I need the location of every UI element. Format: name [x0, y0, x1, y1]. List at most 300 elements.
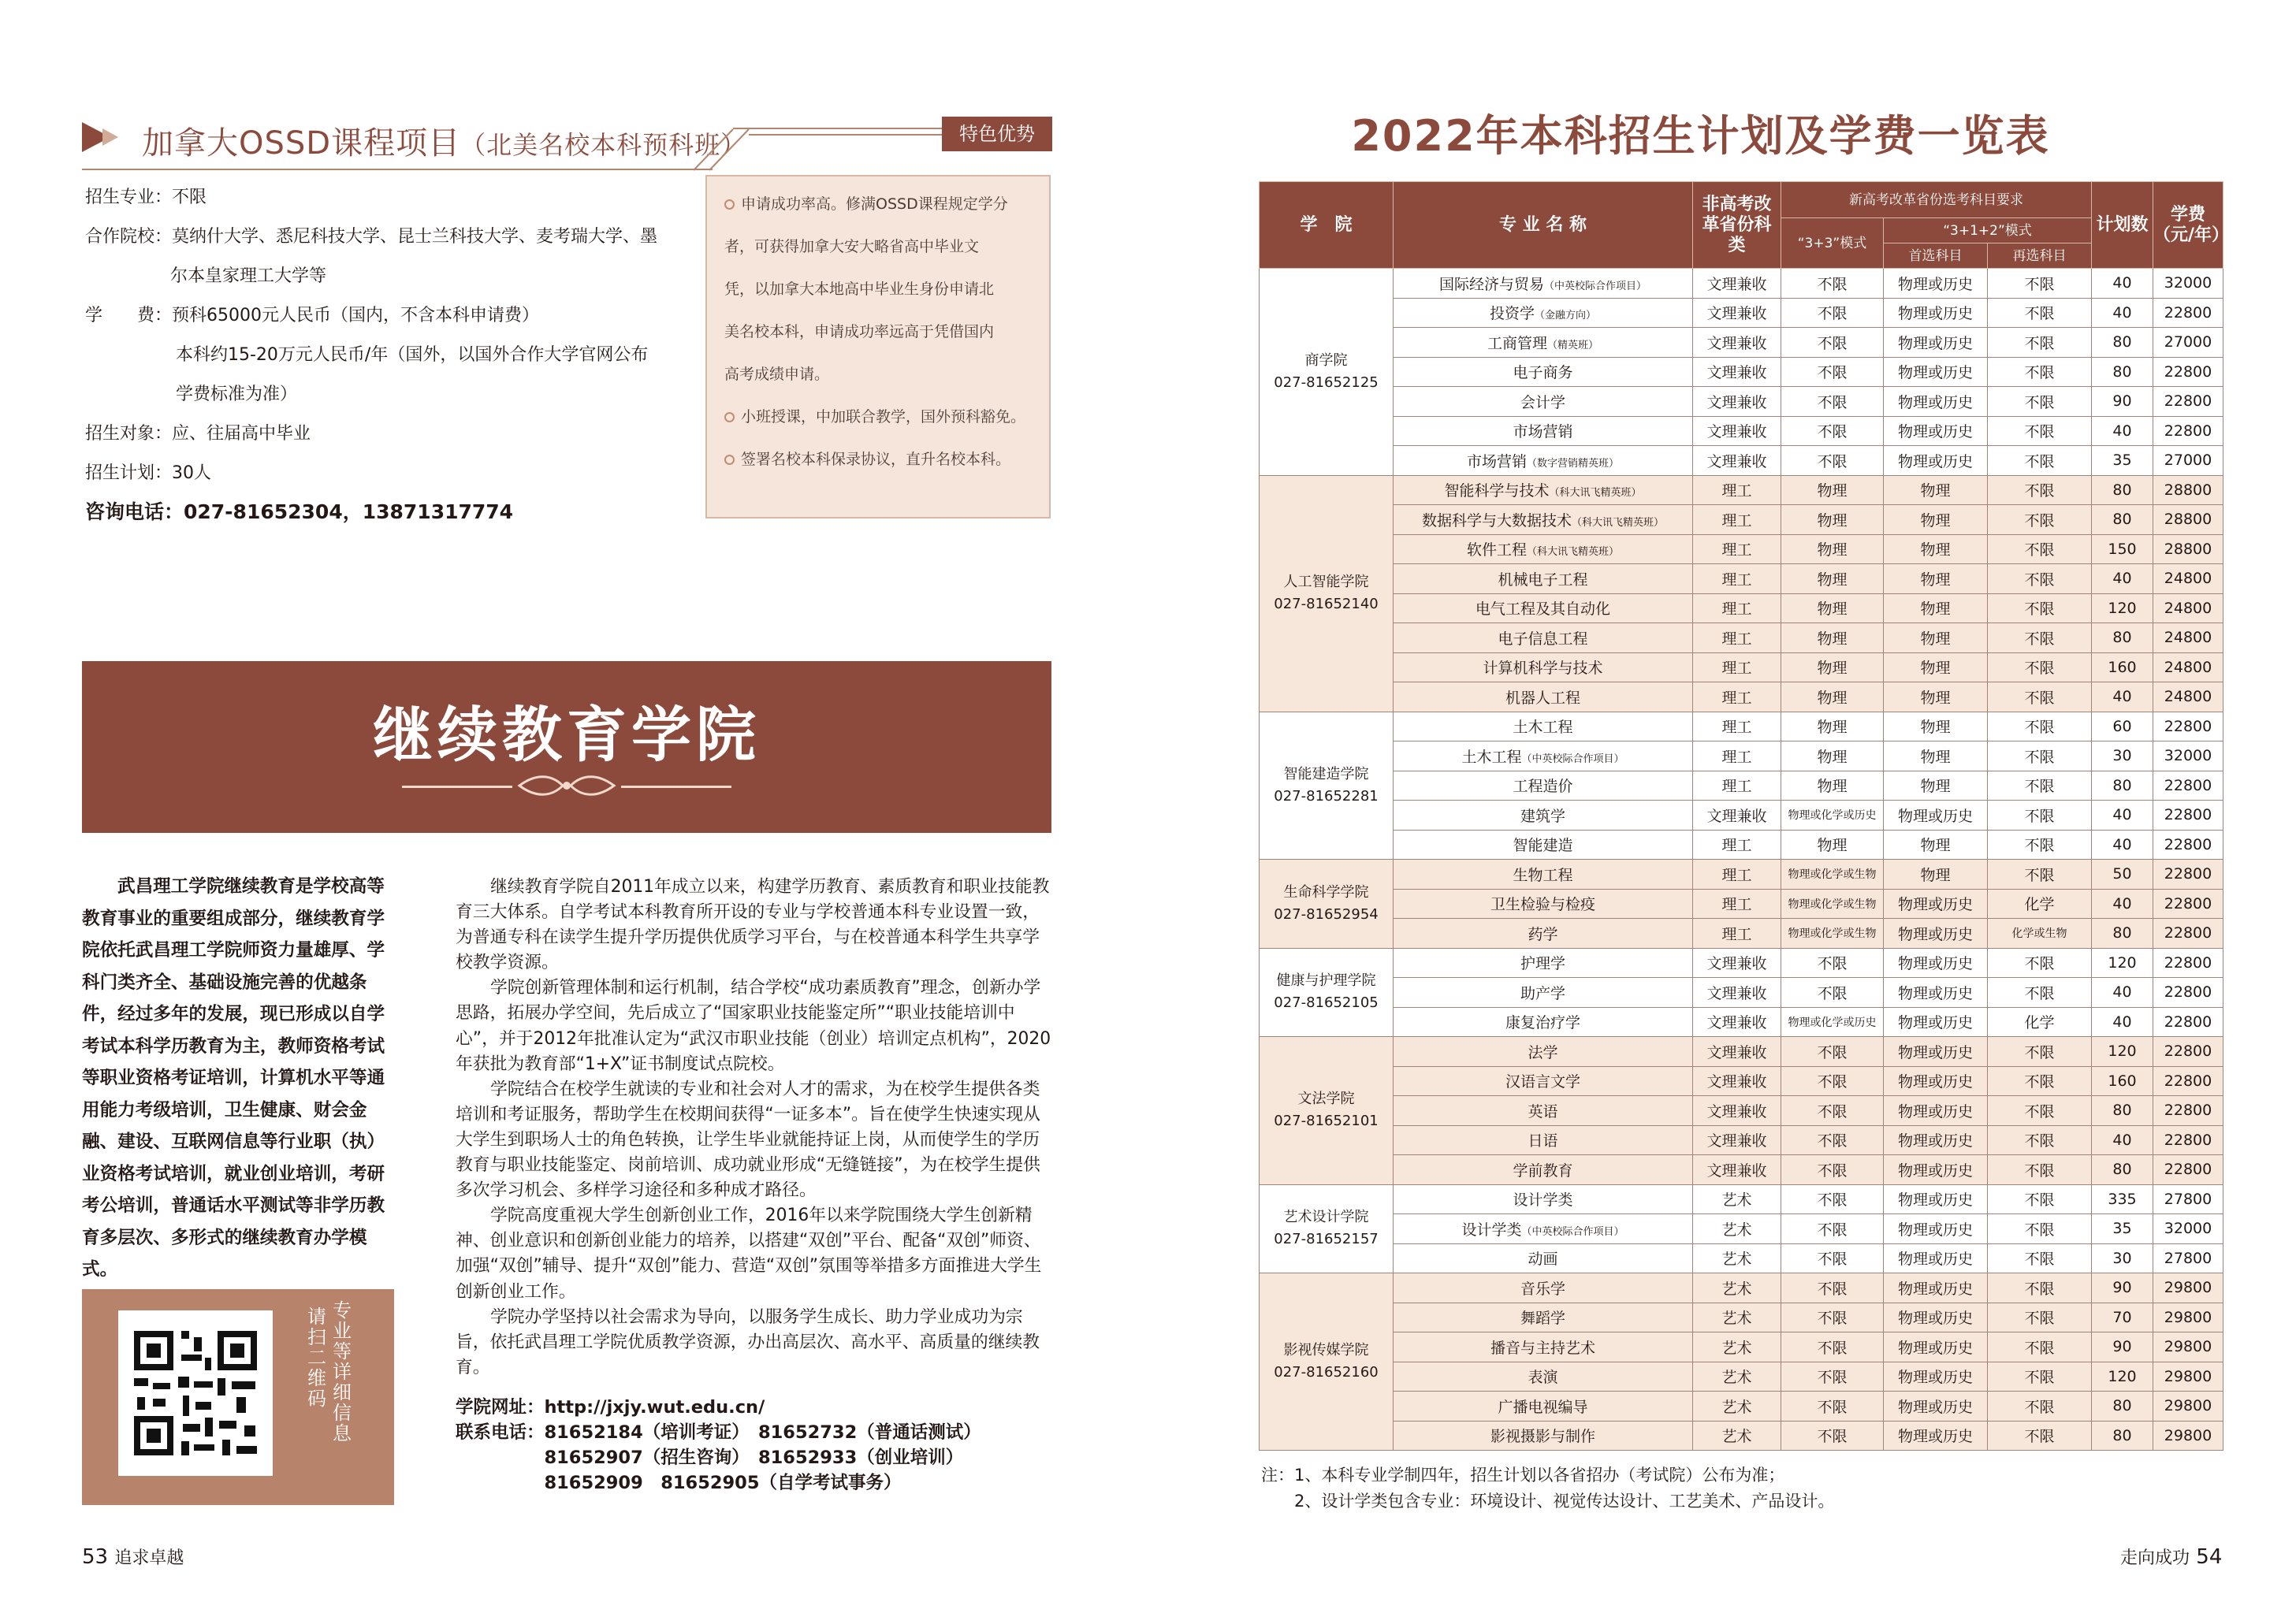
college-phone: 027-81652954 [1274, 905, 1379, 923]
info-row [85, 217, 657, 257]
major-cell [1394, 1007, 1693, 1037]
major-name: 机械电子工程 [1498, 570, 1588, 589]
major-note: （科大讯飞精英班） [1572, 516, 1665, 529]
major-cell [1394, 1184, 1693, 1214]
major-cell [1394, 1303, 1693, 1332]
qr-caption-scan: 请扫二维码 [307, 1306, 326, 1410]
section-arrow-inner-icon [102, 128, 118, 146]
mode33-cell: 不限 [1781, 948, 1884, 978]
info-label: 招生对象： [85, 424, 173, 444]
first-choice-cell: 物理 [1884, 712, 1988, 741]
first-choice-cell: 物理或历史 [1884, 889, 1988, 919]
college-name: 健康与护理学院 [1276, 972, 1376, 990]
first-choice-cell: 物理 [1884, 652, 1988, 682]
plan-cell: 40 [2092, 298, 2153, 328]
bullet-icon [724, 455, 735, 465]
second-choice-cell: 不限 [1988, 1362, 2092, 1392]
plan-cell: 120 [2092, 593, 2153, 623]
table-row [1260, 1184, 2223, 1214]
mode33-cell: 物理 [1781, 623, 1884, 653]
table-row [1260, 1125, 2223, 1155]
college-name: 文法学院 [1297, 1091, 1355, 1108]
tuition-cell: 22800 [2153, 387, 2223, 417]
plan-cell: 70 [2092, 1303, 2153, 1332]
info-label: 招生专业： [85, 188, 173, 207]
tuition-cell: 32000 [2153, 1214, 2223, 1244]
category-cell: 理工 [1693, 889, 1781, 919]
feature-line: 小班授课，中加联合教学，国外预科豁免。 [741, 408, 1026, 426]
first-choice-cell: 物理或历史 [1884, 978, 1988, 1008]
info-row [85, 178, 657, 217]
college-name: 影视传媒学院 [1283, 1342, 1369, 1358]
college-phone: 027-81652157 [1274, 1231, 1379, 1248]
first-choice-cell: 物理 [1884, 505, 1988, 535]
tuition-cell: 24800 [2153, 623, 2223, 653]
first-choice-cell: 物理或历史 [1884, 1066, 1988, 1096]
mode33-cell: 物理或化学或历史 [1781, 1007, 1884, 1037]
plan-cell: 120 [2092, 1037, 2153, 1067]
major-name: 广播电视编导 [1498, 1398, 1588, 1416]
college-phone: 027-81652160 [1274, 1364, 1379, 1381]
info-value: 30人 [172, 463, 212, 483]
category-cell: 文理兼收 [1693, 387, 1781, 417]
table-notes [1261, 1462, 1834, 1515]
table-row [1260, 269, 2223, 299]
mode33-cell: 物理 [1781, 505, 1884, 535]
second-choice-cell: 不限 [1988, 1125, 2092, 1155]
table-row [1260, 919, 2223, 949]
college-cell [1260, 712, 1394, 860]
mode33-cell: 不限 [1781, 387, 1884, 417]
major-note: （金融方向） [1535, 310, 1597, 322]
second-choice-cell: 化学 [1988, 889, 2092, 919]
major-name: 会计学 [1520, 393, 1565, 411]
plan-cell: 90 [2092, 387, 2153, 417]
category-cell: 艺术 [1693, 1243, 1781, 1273]
mode33-cell: 物理 [1781, 741, 1884, 771]
bullet-icon [724, 412, 735, 422]
first-choice-cell: 物理或历史 [1884, 1392, 1988, 1422]
plan-cell: 80 [2092, 1392, 2153, 1422]
tuition-cell: 22800 [2153, 860, 2223, 890]
header-non-reform: 非高考改革省份科类 [1693, 182, 1781, 269]
tuition-cell: 22800 [2153, 1007, 2223, 1037]
category-cell: 理工 [1693, 475, 1781, 505]
table-row [1260, 1392, 2223, 1422]
major-name: 英语 [1528, 1102, 1558, 1121]
header-major: 专 业 名 称 [1394, 182, 1693, 269]
major-name: 土木工程 [1513, 719, 1573, 737]
major-name: 日语 [1528, 1132, 1558, 1150]
plan-cell: 40 [2092, 269, 2153, 299]
category-cell: 艺术 [1693, 1332, 1781, 1362]
first-choice-cell: 物理或历史 [1884, 1184, 1988, 1214]
major-cell [1394, 652, 1693, 682]
second-choice-cell: 不限 [1988, 948, 2092, 978]
category-cell: 理工 [1693, 771, 1781, 801]
first-choice-cell: 物理或历史 [1884, 1037, 1988, 1067]
table-row [1260, 771, 2223, 801]
mode33-cell: 不限 [1781, 416, 1884, 446]
first-choice-cell: 物理或历史 [1884, 1332, 1988, 1362]
major-cell [1394, 1362, 1693, 1392]
college-phone: 027-81652101 [1274, 1113, 1379, 1130]
second-choice-cell: 不限 [1988, 1392, 2092, 1422]
table-row [1260, 948, 2223, 978]
plan-cell: 80 [2092, 505, 2153, 535]
major-name: 康复治疗学 [1505, 1014, 1580, 1032]
table-row [1260, 387, 2223, 417]
feature-line: 签署名校本科保录协议，直升名校本科。 [741, 451, 1011, 468]
category-cell: 文理兼收 [1693, 978, 1781, 1008]
phone-line: 81652909 81652905（自学考试事务） [456, 1473, 902, 1493]
tuition-cell: 27800 [2153, 1184, 2223, 1214]
major-name: 生物工程 [1513, 866, 1573, 884]
second-choice-cell: 不限 [1988, 771, 2092, 801]
plan-cell: 120 [2092, 948, 2153, 978]
major-cell [1394, 1096, 1693, 1126]
major-name: 市场营销 [1466, 452, 1527, 470]
category-cell: 文理兼收 [1693, 357, 1781, 387]
table-row [1260, 1273, 2223, 1303]
college-cell [1260, 948, 1394, 1037]
second-choice-cell: 不限 [1988, 534, 2092, 564]
info-row [85, 375, 657, 414]
plan-cell: 30 [2092, 741, 2153, 771]
college-name: 人工智能学院 [1283, 574, 1369, 590]
table-row [1260, 830, 2223, 860]
feature-line: 者，可获得加拿大安大略省高中毕业文 [724, 238, 980, 255]
plan-cell: 80 [2092, 1421, 2153, 1451]
plan-cell: 40 [2092, 564, 2153, 594]
plan-cell: 80 [2092, 475, 2153, 505]
info-row [85, 336, 657, 375]
college-cell [1260, 269, 1394, 476]
first-choice-cell: 物理或历史 [1884, 1303, 1988, 1332]
tuition-cell: 22800 [2153, 1096, 2223, 1126]
second-choice-cell: 化学或生物 [1988, 919, 2092, 949]
tuition-cell: 32000 [2153, 741, 2223, 771]
second-choice-cell: 化学 [1988, 1007, 2092, 1037]
table-row [1260, 446, 2223, 476]
table-row [1260, 1066, 2223, 1096]
tuition-cell: 29800 [2153, 1392, 2223, 1422]
second-choice-cell: 不限 [1988, 1066, 2092, 1096]
first-choice-cell: 物理或历史 [1884, 1421, 1988, 1451]
plan-cell: 40 [2092, 682, 2153, 712]
category-cell: 文理兼收 [1693, 269, 1781, 299]
mode33-cell: 不限 [1781, 1096, 1884, 1126]
banner-title: 继续教育学院 [373, 700, 761, 770]
info-label: 合作院校： [85, 227, 173, 247]
plan-cell: 80 [2092, 919, 2153, 949]
college-cell [1260, 1184, 1394, 1273]
tuition-cell: 22800 [2153, 1155, 2223, 1185]
major-cell [1394, 1421, 1693, 1451]
banner-divider-left [402, 786, 512, 788]
second-choice-cell: 不限 [1988, 1184, 2092, 1214]
mode33-cell: 物理 [1781, 682, 1884, 712]
table-row [1260, 1362, 2223, 1392]
tuition-cell: 24800 [2153, 652, 2223, 682]
plan-cell: 90 [2092, 1273, 2153, 1303]
plan-cell: 80 [2092, 328, 2153, 358]
category-cell: 理工 [1693, 830, 1781, 860]
mode33-cell: 不限 [1781, 1066, 1884, 1096]
header-college: 学 院 [1260, 182, 1394, 269]
second-choice-cell: 不限 [1988, 1303, 2092, 1332]
major-cell [1394, 564, 1693, 594]
college-name: 智能建造学院 [1283, 765, 1369, 782]
major-name: 投资学 [1489, 305, 1535, 323]
category-cell: 艺术 [1693, 1362, 1781, 1392]
category-cell: 理工 [1693, 564, 1781, 594]
intro-paragraph: 继续教育学院自2011年成立以来，构建学历教育、素质教育和职业技能教育三大体系。自学考试本科教育所开设的专业与学校普通本科专业设置一致，为普通专科在读学生提升学历提供优质学习平台，与在校普通本科学生共享学校教学资源。 [456, 877, 1050, 973]
major-name: 软件工程 [1466, 541, 1527, 559]
plan-cell: 40 [2092, 1125, 2153, 1155]
second-choice-cell: 不限 [1988, 1214, 2092, 1244]
tuition-cell: 29800 [2153, 1303, 2223, 1332]
table-row [1260, 682, 2223, 712]
table-row [1260, 860, 2223, 890]
major-cell [1394, 1125, 1693, 1155]
major-name: 助产学 [1520, 984, 1565, 1002]
college-phone: 027-81652105 [1274, 994, 1379, 1012]
first-choice-cell: 物理 [1884, 475, 1988, 505]
second-choice-cell: 不限 [1988, 860, 2092, 890]
tuition-cell: 29800 [2153, 1421, 2223, 1451]
category-cell: 理工 [1693, 682, 1781, 712]
tuition-cell: 22800 [2153, 948, 2223, 978]
major-cell [1394, 771, 1693, 801]
first-choice-cell: 物理或历史 [1884, 387, 1988, 417]
first-choice-cell: 物理 [1884, 771, 1988, 801]
major-name: 护理学 [1520, 955, 1565, 973]
major-note: （科大讯飞精英班） [1527, 546, 1620, 559]
major-name: 汉语言文学 [1505, 1073, 1580, 1091]
plan-cell: 40 [2092, 416, 2153, 446]
tuition-cell: 22800 [2153, 1066, 2223, 1096]
first-choice-cell: 物理 [1884, 593, 1988, 623]
plan-cell: 80 [2092, 1096, 2153, 1126]
table-row [1260, 505, 2223, 535]
tuition-cell: 32000 [2153, 269, 2223, 299]
mode33-cell: 不限 [1781, 1184, 1884, 1214]
first-choice-cell: 物理 [1884, 830, 1988, 860]
tuition-cell: 22800 [2153, 712, 2223, 741]
heading-underline [82, 169, 713, 170]
second-choice-cell: 不限 [1988, 328, 2092, 358]
feature-box [705, 175, 1051, 518]
feature-item [724, 183, 1040, 396]
tuition-cell: 22800 [2153, 357, 2223, 387]
category-cell: 文理兼收 [1693, 801, 1781, 831]
note-line: 2、设计学类包含专业：环境设计、视觉传达设计、工艺美术、产品设计。 [1261, 1492, 1835, 1511]
second-choice-cell: 不限 [1988, 1421, 2092, 1451]
tuition-cell: 22800 [2153, 771, 2223, 801]
info-value: 预科65000元人民币（国内，不含本科申请费） [172, 306, 540, 325]
category-cell: 艺术 [1693, 1214, 1781, 1244]
mode33-cell: 物理 [1781, 534, 1884, 564]
major-cell [1394, 682, 1693, 712]
mode33-cell: 物理 [1781, 830, 1884, 860]
intro-paragraph: 学院高度重视大学生创新创业工作，2016年以来学院围绕大学生创新精神、创业意识和创新创业能力的培养，以搭建“双创”平台、配备“双创”师资、加强“双创”辅导、提升“双创”能力、营造“双创”氛围等举措多方面推进大学生创新创业工作。 [456, 1206, 1042, 1302]
category-cell: 文理兼收 [1693, 416, 1781, 446]
second-choice-cell: 不限 [1988, 652, 2092, 682]
plan-cell: 35 [2092, 446, 2153, 476]
category-cell: 文理兼收 [1693, 1096, 1781, 1126]
tuition-cell: 29800 [2153, 1362, 2223, 1392]
major-cell [1394, 1155, 1693, 1185]
major-cell [1394, 387, 1693, 417]
college-cell [1260, 475, 1394, 712]
category-cell: 理工 [1693, 505, 1781, 535]
major-note: （数字营销精英班） [1527, 457, 1620, 470]
second-choice-cell: 不限 [1988, 357, 2092, 387]
feature-line: 美名校本科，申请成功率远高于凭借国内 [724, 323, 995, 340]
first-choice-cell: 物理或历史 [1884, 1125, 1988, 1155]
mode33-cell: 不限 [1781, 1421, 1884, 1451]
second-choice-cell: 不限 [1988, 1037, 2092, 1067]
major-cell [1394, 712, 1693, 741]
tuition-cell: 29800 [2153, 1332, 2223, 1362]
plan-cell: 160 [2092, 652, 2153, 682]
tuition-cell: 24800 [2153, 593, 2223, 623]
category-cell: 理工 [1693, 919, 1781, 949]
major-cell [1394, 357, 1693, 387]
first-choice-cell: 物理或历史 [1884, 1155, 1988, 1185]
mode33-cell: 物理 [1781, 771, 1884, 801]
plan-cell: 40 [2092, 830, 2153, 860]
tuition-cell: 28800 [2153, 475, 2223, 505]
second-choice-cell: 不限 [1988, 1155, 2092, 1185]
college-cell [1260, 1273, 1394, 1451]
second-choice-cell: 不限 [1988, 593, 2092, 623]
table-row [1260, 357, 2223, 387]
category-cell: 文理兼收 [1693, 1066, 1781, 1096]
major-name: 智能建造 [1513, 837, 1573, 855]
category-cell: 艺术 [1693, 1421, 1781, 1451]
mode33-cell: 不限 [1781, 357, 1884, 387]
category-cell: 理工 [1693, 741, 1781, 771]
first-choice-cell: 物理 [1884, 860, 1988, 890]
feature-tab: 特色优势 [942, 117, 1052, 151]
table-body [1260, 269, 2223, 1451]
major-name: 机器人工程 [1505, 689, 1580, 707]
major-cell [1394, 889, 1693, 919]
table-row [1260, 1303, 2223, 1332]
feature-item [724, 438, 1040, 481]
second-choice-cell: 不限 [1988, 623, 2092, 653]
table-row [1260, 1007, 2223, 1037]
major-name: 数据科学与大数据技术 [1421, 511, 1572, 530]
info-value: 尔本皇家理工大学等 [170, 266, 327, 286]
feature-line: 申请成功率高。修满OSSD课程规定学分 [741, 195, 1008, 213]
table-row [1260, 298, 2223, 328]
category-cell: 艺术 [1693, 1392, 1781, 1422]
plan-cell: 40 [2092, 889, 2153, 919]
college-cell [1260, 860, 1394, 949]
table-row [1260, 328, 2223, 358]
tuition-cell: 22800 [2153, 1037, 2223, 1067]
header-second-choice: 再选科目 [1988, 243, 2092, 269]
category-cell: 理工 [1693, 623, 1781, 653]
second-choice-cell: 不限 [1988, 475, 2092, 505]
second-choice-cell: 不限 [1988, 682, 2092, 712]
mode33-cell: 物理 [1781, 712, 1884, 741]
feature-line: 凭，以加拿大本地高中毕业生身份申请北 [724, 281, 995, 298]
page-number: 53 [82, 1545, 109, 1569]
category-cell: 理工 [1693, 712, 1781, 741]
first-choice-cell: 物理或历史 [1884, 328, 1988, 358]
first-choice-cell: 物理 [1884, 741, 1988, 771]
second-choice-cell: 不限 [1988, 505, 2092, 535]
tuition-cell: 22800 [2153, 801, 2223, 831]
mode33-cell: 物理 [1781, 593, 1884, 623]
category-cell: 艺术 [1693, 1303, 1781, 1332]
table-row [1260, 593, 2223, 623]
left-page-footer [82, 1544, 184, 1569]
mode33-cell: 不限 [1781, 1214, 1884, 1244]
mode33-cell: 不限 [1781, 446, 1884, 476]
second-choice-cell: 不限 [1988, 387, 2092, 417]
heading-connector [694, 126, 954, 173]
plan-cell: 80 [2092, 623, 2153, 653]
plan-cell: 40 [2092, 801, 2153, 831]
first-choice-cell: 物理或历史 [1884, 919, 1988, 949]
tuition-cell: 27000 [2153, 328, 2223, 358]
plan-cell: 80 [2092, 357, 2153, 387]
major-cell [1394, 446, 1693, 476]
major-note: （精英班） [1547, 339, 1599, 351]
table-row [1260, 1214, 2223, 1244]
major-name: 法学 [1528, 1043, 1558, 1061]
table-row [1260, 652, 2223, 682]
second-choice-cell: 不限 [1988, 564, 2092, 594]
major-cell [1394, 1214, 1693, 1244]
tuition-cell: 28800 [2153, 505, 2223, 535]
mode33-cell: 不限 [1781, 1392, 1884, 1422]
table-row [1260, 1243, 2223, 1273]
qr-caption-info: 专业等详细信息 [333, 1299, 352, 1444]
category-cell: 理工 [1693, 534, 1781, 564]
table-row [1260, 1155, 2223, 1185]
plan-cell: 50 [2092, 860, 2153, 890]
category-cell: 文理兼收 [1693, 298, 1781, 328]
phone-line: 81652907（招生咨询） 81652933（创业培训） [456, 1448, 964, 1468]
mode33-cell: 不限 [1781, 1273, 1884, 1303]
info-value: 学费标准为准） [176, 385, 298, 404]
plan-cell: 40 [2092, 978, 2153, 1008]
major-cell [1394, 1066, 1693, 1096]
qr-code[interactable] [118, 1310, 273, 1476]
website-link[interactable]: 学院网址：http://jxjy.wut.edu.cn/ [456, 1397, 765, 1418]
category-cell: 理工 [1693, 860, 1781, 890]
category-cell: 文理兼收 [1693, 1155, 1781, 1185]
category-cell: 艺术 [1693, 1273, 1781, 1303]
plan-cell: 60 [2092, 712, 2153, 741]
first-choice-cell: 物理或历史 [1884, 948, 1988, 978]
major-name: 设计学类 [1461, 1221, 1522, 1239]
page-tagline: 走向成功 [2120, 1548, 2190, 1568]
major-note: （中英校际合作项目） [1544, 280, 1647, 292]
major-name: 设计学类 [1513, 1191, 1573, 1210]
ossd-heading [142, 118, 746, 163]
banner-divider-right [621, 786, 731, 788]
major-cell [1394, 801, 1693, 831]
info-row [85, 454, 657, 493]
major-cell [1394, 1273, 1693, 1303]
